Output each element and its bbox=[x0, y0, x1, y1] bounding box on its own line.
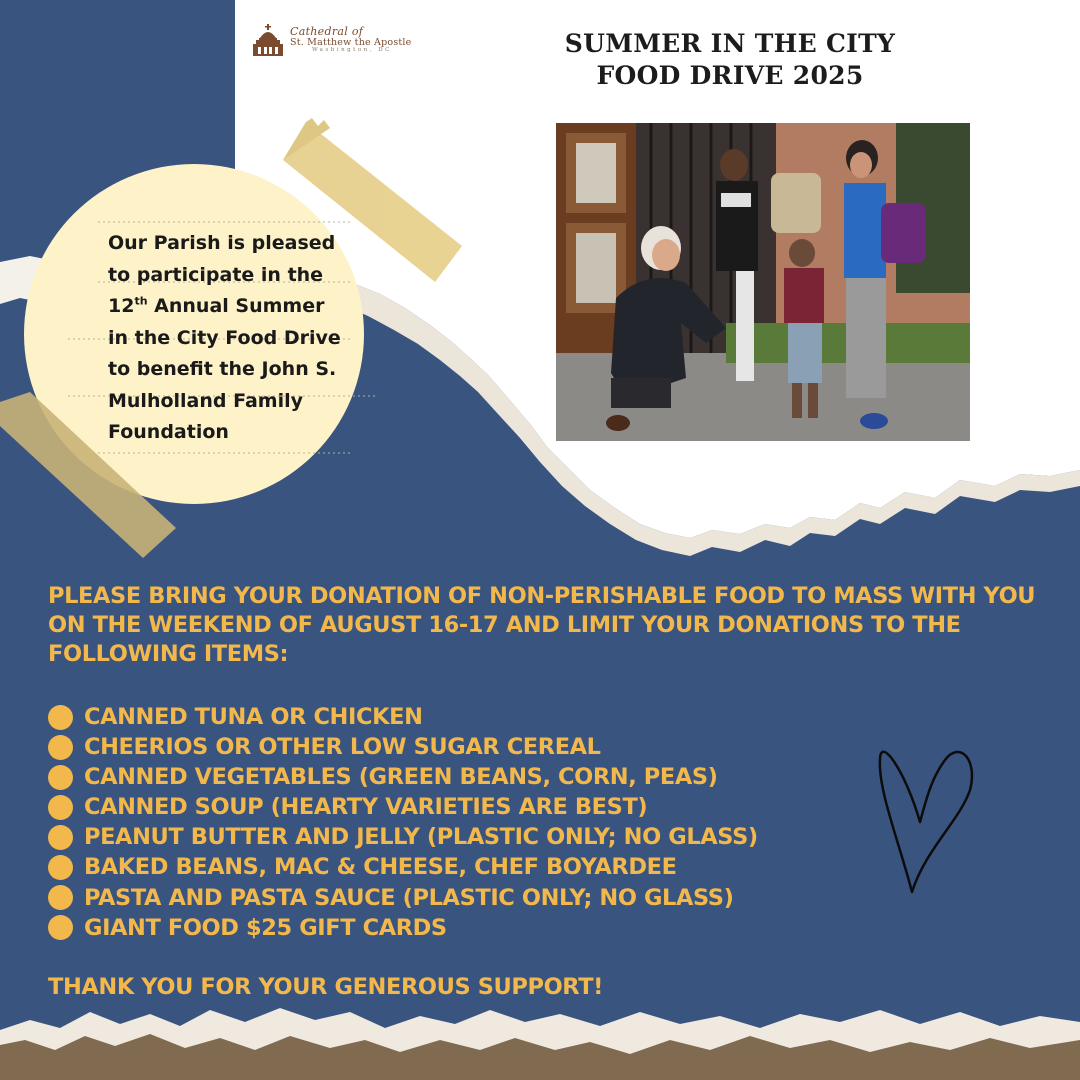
cathedral-icon bbox=[250, 22, 286, 58]
circle-line-1: Our Parish is pleased bbox=[108, 232, 336, 254]
title-line-1: SUMMER IN THE CITY bbox=[564, 29, 896, 58]
edition-suffix: th bbox=[134, 294, 148, 308]
donation-items-list bbox=[48, 702, 948, 943]
logo-line-1: Cathedral of bbox=[290, 25, 364, 38]
bullet-icon bbox=[48, 825, 73, 850]
list-item bbox=[48, 852, 948, 882]
circle-message bbox=[108, 228, 358, 449]
edition-number: 12 bbox=[108, 295, 135, 317]
item-label: BAKED BEANS, MAC & CHEESE, CHEF BOYARDEE bbox=[84, 854, 677, 881]
list-item bbox=[48, 792, 948, 822]
list-item bbox=[48, 883, 948, 913]
cathedral-logo bbox=[250, 22, 420, 64]
list-item bbox=[48, 913, 948, 943]
bullet-icon bbox=[48, 885, 73, 910]
item-label: PEANUT BUTTER AND JELLY (PLASTIC ONLY; NO GLASS) bbox=[84, 824, 758, 851]
circle-line-7: Foundation bbox=[108, 421, 229, 443]
circle-line-2: to participate in the bbox=[108, 263, 324, 286]
bullet-icon bbox=[48, 705, 73, 730]
circle-line-3 bbox=[108, 291, 358, 323]
donation-instructions: PLEASE BRING YOUR DONATION OF NON-PERISHABLE FOOD TO MASS WITH YOU ON THE WEEKEND OF AUGUST 16-17 AND LIMIT YOUR DONATIONS TO THE FOLLOWING ITEMS: bbox=[48, 583, 1036, 667]
circle-line-5: to benefit the John S. bbox=[108, 358, 337, 380]
bullet-icon bbox=[48, 765, 73, 790]
bullet-icon bbox=[48, 735, 73, 760]
logo-line-3: Washington, DC bbox=[312, 46, 392, 53]
item-label: PASTA AND PASTA SAUCE (PLASTIC ONLY; NO GLASS) bbox=[84, 884, 734, 911]
page-title bbox=[560, 28, 900, 92]
circle-line-6: Mulholland Family bbox=[108, 389, 304, 412]
item-label: CANNED SOUP (HEARTY VARIETIES ARE BEST) bbox=[84, 794, 648, 821]
item-label: CHEERIOS OR OTHER LOW SUGAR CEREAL bbox=[84, 734, 601, 761]
photo-illustration bbox=[556, 123, 970, 441]
logo-line-2: St. Matthew the Apostle bbox=[290, 36, 412, 48]
title-line-2: FOOD DRIVE 2025 bbox=[596, 61, 864, 90]
thank-you-message: THANK YOU FOR YOUR GENEROUS SUPPORT! bbox=[48, 974, 604, 1000]
list-item bbox=[48, 762, 948, 792]
bullet-icon bbox=[48, 795, 73, 820]
bullet-icon bbox=[48, 855, 73, 880]
bullet-icon bbox=[48, 915, 73, 940]
circle-line-4: in the City Food Drive bbox=[108, 326, 341, 349]
list-item bbox=[48, 702, 948, 732]
list-item bbox=[48, 732, 948, 762]
item-label: CANNED TUNA OR CHICKEN bbox=[84, 704, 423, 730]
event-photo bbox=[556, 123, 970, 441]
circle-line-3-rest: Annual Summer bbox=[147, 295, 325, 317]
item-label: GIANT FOOD $25 GIFT CARDS bbox=[84, 914, 447, 941]
item-label: CANNED VEGETABLES (GREEN BEANS, CORN, PEAS) bbox=[84, 764, 718, 791]
list-item bbox=[48, 822, 948, 852]
